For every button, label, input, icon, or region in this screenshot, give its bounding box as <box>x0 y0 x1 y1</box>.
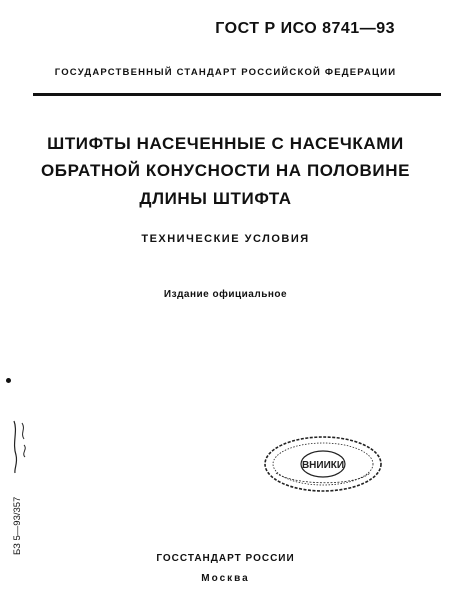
header-divider <box>33 93 441 96</box>
title-line-2: ОБРАТНОЙ КОНУСНОСТИ НА ПОЛОВИНЕ <box>40 161 411 180</box>
state-standard-heading: ГОСУДАРСТВЕННЫЙ СТАНДАРТ РОССИЙСКОЙ ФЕДЕРАЦИИ <box>54 67 397 78</box>
stamp-text: ВНИИКИ <box>301 460 345 471</box>
library-stamp <box>262 433 384 495</box>
edition-note: Издание официальное <box>163 289 288 300</box>
handwritten-mark <box>6 415 32 475</box>
subtitle: ТЕХНИЧЕСКИЕ УСЛОВИЯ <box>141 233 310 245</box>
title-line-1: ШТИФТЫ НАСЕЧЕННЫЕ С НАСЕЧКАМИ <box>47 134 404 153</box>
title-line-3: ДЛИНЫ ШТИФТА <box>139 189 292 208</box>
ink-dot <box>6 378 11 383</box>
side-code: БЗ 5—93/357 <box>12 496 23 555</box>
publication-city: Москва <box>201 573 250 584</box>
publisher: ГОССТАНДАРТ РОССИИ <box>156 553 295 564</box>
standard-number: ГОСТ Р ИСО 8741—93 <box>215 20 395 37</box>
